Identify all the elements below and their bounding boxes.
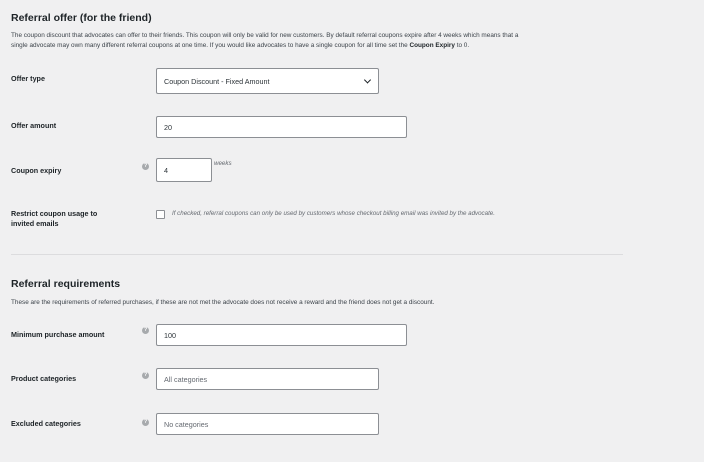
- product-categories-placeholder: All categories: [164, 374, 208, 384]
- offer-type-value: Coupon Discount - Fixed Amount: [164, 76, 270, 86]
- restrict-usage-checkbox[interactable]: [156, 210, 165, 219]
- restrict-usage-description: If checked, referral coupons can only be used by customers whose checkout billing email was invited by the advocate.: [172, 210, 495, 217]
- section-description-referral-offer: [11, 31, 671, 51]
- help-icon[interactable]: ?: [143, 372, 148, 378]
- product-categories-input[interactable]: [156, 368, 379, 390]
- coupon-expiry-unit: weeks: [214, 160, 232, 167]
- section-divider: [11, 254, 623, 255]
- description-bold: Coupon Expiry: [409, 42, 455, 49]
- offer-amount-input[interactable]: [156, 116, 407, 138]
- offer-type-select[interactable]: [156, 68, 379, 94]
- product-categories-label: Product categories: [11, 374, 77, 383]
- restrict-usage-label: [11, 209, 131, 229]
- restrict-usage-label-line1: Restrict coupon usage to: [11, 209, 98, 218]
- minimum-purchase-label: Minimum purchase amount: [11, 330, 105, 339]
- description-line-2: single advocate may own many different referral coupons at one time. If you would like advocates to have a single coupon for all time set the: [11, 42, 408, 49]
- excluded-categories-label: Excluded categories: [11, 419, 81, 428]
- excluded-categories-input[interactable]: [156, 413, 379, 435]
- offer-amount-value: 20: [164, 122, 172, 132]
- section-description-referral-requirements: These are the requirements of referred purchases, if these are not met the advocate does not receive a reward and the friend does not get a discount.: [11, 299, 435, 306]
- help-icon[interactable]: ?: [143, 163, 148, 169]
- offer-amount-label: Offer amount: [11, 121, 57, 130]
- help-icon[interactable]: ?: [143, 419, 148, 425]
- coupon-expiry-value: 4: [164, 165, 168, 175]
- excluded-categories-placeholder: No categories: [164, 419, 209, 429]
- section-title-referral-requirements: Referral requirements: [11, 278, 121, 290]
- coupon-expiry-input[interactable]: [156, 158, 212, 182]
- chevron-down-icon: [364, 76, 371, 83]
- offer-type-label: Offer type: [11, 74, 45, 83]
- description-end: to 0.: [456, 42, 470, 49]
- section-title-referral-offer: Referral offer (for the friend): [11, 12, 152, 24]
- restrict-usage-label-line2: invited emails: [11, 219, 59, 228]
- description-line-1: The coupon discount that advocates can offer to their friends. This coupon will only be valid for new customers. By default referral coupons expire after 4 weeks which means that a: [11, 32, 519, 39]
- help-icon[interactable]: ?: [143, 327, 148, 333]
- coupon-expiry-label: Coupon expiry: [11, 166, 62, 175]
- minimum-purchase-value: 100: [164, 330, 176, 340]
- minimum-purchase-input[interactable]: [156, 324, 407, 346]
